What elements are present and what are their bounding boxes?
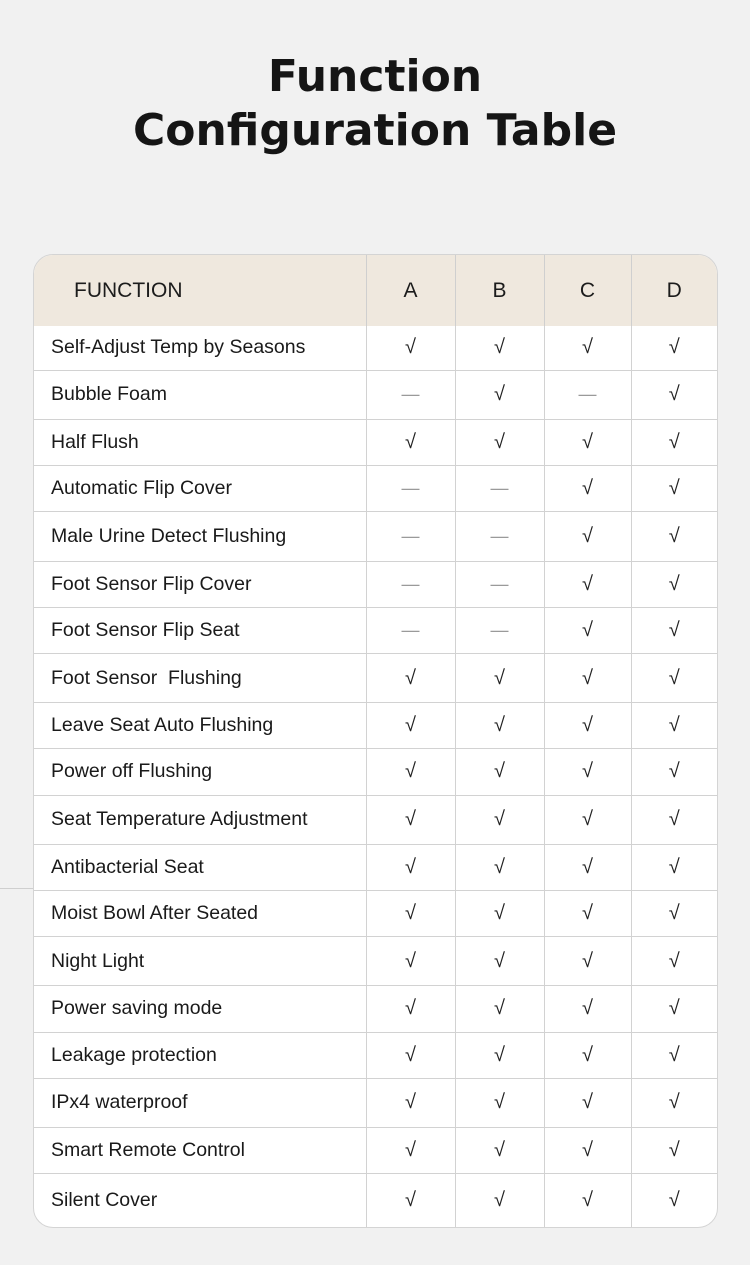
- check-mark-icon: √: [455, 1078, 544, 1127]
- table-header-row: [34, 255, 717, 326]
- check-mark-icon: √: [631, 419, 717, 465]
- function-name-cell: Seat Temperature Adjustment: [34, 795, 366, 844]
- table-row: [34, 653, 717, 702]
- function-name-cell: Leave Seat Auto Flushing: [34, 703, 366, 749]
- decorative-divider: [0, 888, 33, 889]
- page-title-line-2: Configuration Table: [132, 105, 618, 156]
- check-mark-icon: √: [631, 1127, 717, 1173]
- dash-mark-icon: —: [544, 370, 631, 419]
- function-name-cell: Bubble Foam: [34, 370, 366, 419]
- table-body: [34, 326, 717, 1227]
- check-mark-icon: √: [366, 890, 455, 936]
- check-mark-icon: √: [366, 986, 455, 1032]
- dash-mark-icon: —: [455, 512, 544, 561]
- function-name-cell: Silent Cover: [34, 1174, 366, 1227]
- check-mark-icon: √: [631, 653, 717, 702]
- header-model-d: D: [631, 255, 717, 326]
- table-row: [34, 795, 717, 844]
- check-mark-icon: √: [366, 1174, 455, 1227]
- dash-mark-icon: —: [455, 607, 544, 653]
- check-mark-icon: √: [544, 653, 631, 702]
- check-mark-icon: √: [366, 1032, 455, 1078]
- table-row: [34, 890, 717, 936]
- check-mark-icon: √: [366, 703, 455, 749]
- check-mark-icon: √: [544, 1127, 631, 1173]
- table-row: [34, 844, 717, 890]
- check-mark-icon: √: [631, 795, 717, 844]
- check-mark-icon: √: [544, 937, 631, 986]
- check-mark-icon: √: [544, 986, 631, 1032]
- function-name-cell: Smart Remote Control: [34, 1127, 366, 1173]
- check-mark-icon: √: [631, 890, 717, 936]
- check-mark-icon: √: [631, 703, 717, 749]
- page-title-line-1: Function: [267, 51, 483, 102]
- check-mark-icon: √: [455, 370, 544, 419]
- check-mark-icon: √: [631, 466, 717, 512]
- check-mark-icon: √: [455, 749, 544, 795]
- check-mark-icon: √: [544, 890, 631, 936]
- dash-mark-icon: —: [366, 607, 455, 653]
- table-row: [34, 1078, 717, 1127]
- function-name-cell: Antibacterial Seat: [34, 844, 366, 890]
- check-mark-icon: √: [631, 512, 717, 561]
- check-mark-icon: √: [631, 561, 717, 607]
- check-mark-icon: √: [631, 1078, 717, 1127]
- dash-mark-icon: —: [455, 561, 544, 607]
- check-mark-icon: √: [544, 844, 631, 890]
- check-mark-icon: √: [366, 653, 455, 702]
- function-name-cell: IPx4 waterproof: [34, 1078, 366, 1127]
- check-mark-icon: √: [455, 653, 544, 702]
- header-model-c: C: [544, 255, 631, 326]
- check-mark-icon: √: [366, 1127, 455, 1173]
- check-mark-icon: √: [366, 844, 455, 890]
- table-row: [34, 561, 717, 607]
- check-mark-icon: √: [366, 937, 455, 986]
- check-mark-icon: √: [455, 890, 544, 936]
- table-row: [34, 749, 717, 795]
- check-mark-icon: √: [631, 326, 717, 370]
- function-name-cell: Self-Adjust Temp by Seasons: [51, 336, 306, 359]
- function-table-card: [33, 254, 718, 1228]
- check-mark-icon: √: [455, 326, 544, 370]
- table-row: [34, 607, 717, 653]
- check-mark-icon: √: [544, 1032, 631, 1078]
- page-title: [0, 50, 750, 158]
- function-name-cell: Power saving mode: [34, 986, 366, 1032]
- check-mark-icon: √: [366, 1078, 455, 1127]
- table-row: [34, 512, 717, 561]
- dash-mark-icon: —: [366, 561, 455, 607]
- check-mark-icon: √: [455, 1174, 544, 1227]
- check-mark-icon: √: [631, 749, 717, 795]
- check-mark-icon: √: [544, 561, 631, 607]
- function-name-cell: Automatic Flip Cover: [34, 466, 366, 512]
- check-mark-icon: √: [631, 1032, 717, 1078]
- function-name-cell: Half Flush: [34, 419, 366, 465]
- check-mark-icon: √: [544, 512, 631, 561]
- table-row: [34, 703, 717, 749]
- dash-mark-icon: —: [455, 466, 544, 512]
- table-row: [34, 937, 717, 986]
- check-mark-icon: √: [544, 1174, 631, 1227]
- check-mark-icon: √: [544, 749, 631, 795]
- check-mark-icon: √: [544, 326, 631, 370]
- check-mark-icon: √: [544, 607, 631, 653]
- check-mark-icon: √: [631, 607, 717, 653]
- dash-mark-icon: —: [366, 370, 455, 419]
- check-mark-icon: √: [544, 466, 631, 512]
- dash-mark-icon: —: [366, 512, 455, 561]
- dash-mark-icon: —: [366, 466, 455, 512]
- check-mark-icon: √: [631, 937, 717, 986]
- function-name-cell: Moist Bowl After Seated: [34, 890, 366, 936]
- table-row: [34, 986, 717, 1032]
- check-mark-icon: √: [631, 370, 717, 419]
- check-mark-icon: √: [631, 986, 717, 1032]
- check-mark-icon: √: [455, 1032, 544, 1078]
- table-row: [34, 1127, 717, 1173]
- check-mark-icon: √: [544, 1078, 631, 1127]
- check-mark-icon: √: [544, 703, 631, 749]
- function-name-cell: Foot Sensor Flip Seat: [34, 607, 366, 653]
- table-row: [34, 370, 717, 419]
- table-row: [34, 466, 717, 512]
- check-mark-icon: √: [455, 795, 544, 844]
- function-name-cell: Male Urine Detect Flushing: [34, 512, 366, 561]
- check-mark-icon: √: [366, 419, 455, 465]
- check-mark-icon: √: [455, 419, 544, 465]
- table-row: [34, 326, 717, 370]
- check-mark-icon: √: [366, 795, 455, 844]
- check-mark-icon: √: [631, 1174, 717, 1227]
- check-mark-icon: √: [544, 419, 631, 465]
- check-mark-icon: √: [455, 844, 544, 890]
- header-function: FUNCTION: [34, 255, 366, 326]
- header-model-a: A: [366, 255, 455, 326]
- function-name-cell: Night Light: [34, 937, 366, 986]
- function-name-cell: Foot Sensor Flip Cover: [34, 561, 366, 607]
- table-row: [34, 1174, 717, 1227]
- check-mark-icon: √: [631, 844, 717, 890]
- check-mark-icon: √: [366, 326, 455, 370]
- check-mark-icon: √: [455, 1127, 544, 1173]
- header-model-b: B: [455, 255, 544, 326]
- check-mark-icon: √: [544, 795, 631, 844]
- function-name-cell: Foot Sensor Flushing: [34, 653, 366, 702]
- check-mark-icon: √: [455, 703, 544, 749]
- check-mark-icon: √: [366, 749, 455, 795]
- function-name-cell: Leakage protection: [34, 1032, 366, 1078]
- table-row: [34, 1032, 717, 1078]
- function-name-cell: Power off Flushing: [34, 749, 366, 795]
- check-mark-icon: √: [455, 937, 544, 986]
- function-configuration-table: [34, 255, 717, 1227]
- check-mark-icon: √: [455, 986, 544, 1032]
- table-row: [34, 419, 717, 465]
